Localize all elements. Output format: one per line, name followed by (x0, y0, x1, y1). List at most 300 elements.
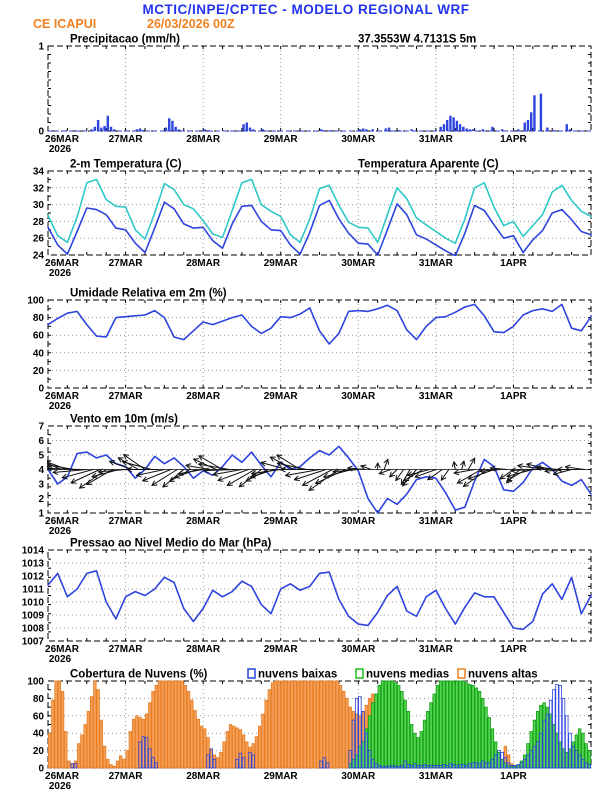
cloud-bar (132, 719, 135, 768)
cloud-bar (245, 742, 248, 768)
cloud-bar (488, 718, 491, 768)
page-title: MCTIC/INPE/CPTEC - MODELO REGIONAL WRF (142, 2, 470, 17)
panel-title: Precipitacao (mm/h) (70, 33, 180, 46)
y-tick-label: 4 (38, 465, 44, 476)
y-tick-label: 0 (38, 763, 44, 775)
y-tick-label: 1 (38, 41, 44, 53)
wind-barb-head (507, 476, 512, 477)
cloud-bar (55, 681, 58, 768)
x-tick-label: 27MAR (108, 771, 143, 782)
wind-barb (507, 470, 526, 481)
y-tick-label: 30 (32, 200, 44, 212)
precip-bar (530, 112, 532, 131)
x-tick-label: 30MAR (341, 771, 376, 782)
x-tick-label: 29MAR (263, 258, 298, 269)
precip-bar (540, 94, 542, 131)
y-tick-label: 20 (32, 365, 44, 377)
cloud-bar (171, 681, 174, 768)
precip-bar (524, 123, 526, 132)
wind-barb-head (110, 461, 115, 462)
precip-bar (246, 123, 248, 132)
x-year-label: 2026 (48, 401, 72, 412)
cloud-bar (323, 681, 326, 768)
data-line (48, 304, 591, 344)
cloud-bar (187, 691, 190, 768)
data-line (48, 571, 591, 630)
precip-bar (242, 124, 244, 131)
cloud-bar (165, 681, 168, 768)
x-tick-label: 28MAR (186, 771, 221, 782)
precip-bar (385, 128, 387, 131)
cloud-bar (90, 697, 93, 768)
cloud-bar (313, 681, 316, 768)
precip-bar (178, 129, 180, 131)
x-tick-label: 26MAR (45, 258, 79, 269)
x-tick-label: 29MAR (263, 134, 298, 145)
wind-barb-head (452, 462, 454, 467)
cloud-bar (61, 691, 64, 768)
y-tick-label: 32 (32, 183, 44, 195)
precip-bar (330, 130, 332, 131)
precip-bar (110, 127, 112, 131)
wind-barb-head (527, 463, 532, 464)
precip-bar (262, 129, 264, 131)
cloud-bar (84, 725, 87, 769)
x-tick-label: 1APR (500, 771, 527, 782)
y-tick-label: 26 (32, 233, 44, 245)
precip-bar (397, 130, 399, 131)
x-year-label: 2026 (48, 654, 72, 665)
y-tick-label: 0 (38, 126, 44, 138)
cloud-bar (381, 681, 384, 768)
x-tick-label: 26MAR (45, 644, 79, 655)
wind-barb-head (218, 481, 223, 482)
cloud-bar (330, 681, 333, 768)
precip-bar (446, 120, 448, 131)
x-tick-label: 31MAR (418, 516, 453, 527)
plot-frame (48, 46, 591, 131)
cloud-bar (342, 691, 345, 768)
precip-bar (501, 129, 503, 131)
x-tick-label: 26MAR (45, 391, 79, 402)
precip-bar (469, 129, 471, 131)
legend-label: nuvens altas (468, 668, 538, 681)
cloud-bar (449, 681, 452, 768)
cloud-bar (52, 700, 55, 768)
cloud-bar (304, 681, 307, 768)
cloud-bar (433, 694, 436, 768)
x-tick-label: 28MAR (186, 258, 221, 269)
wind-barb-head (175, 477, 180, 478)
panel-right-title: Temperatura Aparente (C) (358, 158, 499, 171)
cloud-bar (397, 685, 400, 768)
precip-bar (569, 129, 571, 131)
precip-bar (90, 129, 92, 131)
x-tick-label: 31MAR (418, 134, 453, 145)
precip-bar (168, 118, 170, 131)
cloud-bar (294, 681, 297, 768)
precip-bar (207, 130, 209, 131)
precip-bar (459, 124, 461, 131)
cloud-bar (87, 711, 90, 768)
precip-bar (165, 128, 167, 131)
y-tick-label: 0 (38, 383, 44, 395)
cloud-bar (326, 681, 329, 768)
cloud-bar (310, 681, 313, 768)
y-tick-label: 40 (32, 348, 44, 360)
cloud-bar (126, 751, 129, 768)
precip-bar (359, 129, 361, 131)
x-tick-label: 27MAR (108, 134, 143, 145)
y-tick-label: 1011 (22, 584, 44, 596)
x-tick-label: 31MAR (418, 771, 453, 782)
y-tick-label: 80 (32, 693, 44, 705)
precip-bar (566, 124, 568, 131)
x-tick-label: 30MAR (341, 516, 376, 527)
precip-bar (204, 129, 206, 131)
cloud-bar (384, 681, 387, 768)
cloud-bar (265, 700, 268, 768)
x-year-label: 2026 (48, 268, 72, 279)
cloud-bar (375, 694, 378, 768)
cloud-bar (123, 759, 126, 768)
cloud-bar (64, 731, 67, 768)
x-tick-label: 29MAR (263, 391, 298, 402)
data-line (48, 200, 591, 255)
station-label: CE ICAPUI (33, 17, 97, 31)
cloud-bar (436, 685, 439, 768)
cloud-bar (94, 681, 97, 768)
cloud-bar (271, 683, 274, 768)
x-tick-label: 31MAR (418, 644, 453, 655)
cloud-bar (68, 761, 71, 768)
cloud-bar (430, 703, 433, 768)
precip-bar (103, 126, 105, 131)
y-tick-label: 1008 (21, 623, 44, 635)
cloud-bar (287, 681, 290, 768)
series-group (48, 681, 591, 768)
y-tick-label: 34 (32, 166, 44, 178)
cloud-bar (336, 681, 339, 768)
series-group (48, 179, 591, 255)
panel-title: Vento em 10m (m/s) (70, 413, 179, 426)
precip-bar (362, 128, 364, 131)
wind-barb-head (286, 475, 291, 477)
wind-barb-head (46, 461, 51, 462)
cloud-bar (465, 683, 468, 768)
precip-bar (452, 117, 454, 131)
cloud-bar (284, 681, 287, 768)
x-tick-label: 29MAR (263, 771, 298, 782)
wind-barb-head (565, 465, 570, 467)
x-tick-label: 29MAR (263, 516, 298, 527)
precip-bar (139, 128, 141, 131)
precip-bar (136, 129, 138, 131)
legend-swatch (248, 669, 255, 678)
x-tick-label: 26MAR (45, 134, 79, 145)
cloud-bar (414, 733, 417, 768)
cloud-bar (307, 681, 310, 768)
cloud-bar (333, 681, 336, 768)
x-tick-label: 26MAR (45, 771, 79, 782)
cloud-bar (439, 681, 442, 768)
y-tick-label: 5 (38, 450, 44, 462)
y-tick-label: 20 (32, 746, 44, 758)
cloud-bar (446, 681, 449, 768)
cloud-bar (77, 744, 80, 768)
panel-title: Pressao ao Nivel Medio do Mar (hPa) (70, 537, 272, 550)
cloud-bar (417, 738, 420, 768)
y-tick-label: 1007 (21, 636, 44, 648)
y-tick-label: 1009 (21, 610, 44, 622)
cloud-bar (119, 756, 122, 768)
legend-swatch (458, 669, 465, 678)
cloud-bar (48, 733, 51, 768)
cloud-bar (106, 759, 109, 768)
precip-bar (100, 128, 102, 131)
wind-barb-head (186, 464, 191, 466)
panel-precip (38, 34, 591, 156)
wind-barb-head (25, 457, 28, 461)
series-group (25, 446, 591, 513)
cloud-bar (478, 691, 481, 768)
series-group (48, 94, 591, 131)
precip-bar (546, 128, 548, 131)
cloud-bar (191, 700, 194, 768)
wind-barb-head (415, 477, 420, 478)
cloud-bar (158, 681, 161, 768)
cloud-bar (481, 698, 484, 768)
panel-title: Cobertura de Nuvens (%) (70, 668, 208, 681)
cloud-bar (485, 707, 488, 768)
cloud-bar (262, 714, 265, 768)
precip-bar (449, 116, 451, 131)
cloud-bar (81, 735, 84, 768)
cloud-bar (136, 716, 139, 768)
cloud-bar (178, 681, 181, 768)
wind-barb-head (518, 464, 523, 466)
panel-wind (25, 414, 591, 538)
y-tick-label: 1010 (21, 597, 44, 609)
wind-barb (286, 470, 320, 476)
cloud-bar (300, 681, 303, 768)
cloud-bar (297, 681, 300, 768)
precip-bar (252, 129, 254, 131)
precip-bar (456, 121, 458, 131)
cloud-bar (339, 685, 342, 768)
x-year-label: 2026 (48, 781, 72, 792)
precip-bar (388, 128, 390, 131)
precip-bar (527, 120, 529, 131)
precip-bar (482, 129, 484, 131)
y-tick-label: 1 (38, 508, 44, 520)
precip-bar (94, 127, 96, 131)
wind-barb-head (553, 474, 558, 475)
precip-bar (113, 129, 115, 131)
x-tick-label: 30MAR (341, 391, 376, 402)
precip-bar (440, 127, 442, 131)
x-tick-label: 29MAR (263, 644, 298, 655)
x-tick-label: 1APR (500, 134, 527, 145)
y-tick-label: 80 (32, 313, 44, 325)
x-tick-label: 31MAR (418, 391, 453, 402)
precip-bar (517, 129, 519, 131)
series-group (48, 571, 591, 630)
cloud-bar (116, 761, 119, 768)
x-tick-label: 27MAR (108, 258, 143, 269)
cloud-bar (456, 681, 459, 768)
cloud-bar (443, 681, 446, 768)
precip-bar (472, 129, 474, 131)
precip-bar (462, 127, 464, 131)
cloud-bar (197, 719, 200, 768)
cloud-bar (226, 731, 229, 768)
wind-barb (25, 457, 48, 470)
y-tick-label: 1012 (21, 571, 44, 583)
panel-rh (27, 288, 591, 413)
y-tick-label: 7 (38, 421, 44, 433)
cloud-bar (423, 720, 426, 768)
x-tick-label: 1APR (500, 644, 527, 655)
cloud-bar (97, 690, 100, 768)
cloud-bar (346, 698, 349, 768)
cloud-bar (475, 688, 478, 768)
cloud-bar (281, 681, 284, 768)
panel-pressure (22, 538, 591, 666)
precip-bar (372, 129, 374, 131)
cloud-bar (103, 746, 106, 768)
wind-barb-head (388, 459, 389, 464)
y-tick-label: 28 (32, 216, 44, 228)
wind-barb-head (463, 486, 468, 487)
cloud-bar (268, 690, 271, 768)
precip-bar (174, 127, 176, 131)
wind-barb-head (468, 479, 473, 480)
cloud-bar (426, 711, 429, 768)
y-tick-label: 1013 (21, 558, 44, 570)
cloud-bar (401, 691, 404, 768)
cloud-bar (420, 731, 423, 768)
y-tick-label: 60 (32, 711, 44, 723)
y-tick-label: 3 (38, 479, 44, 491)
precip-bar (97, 120, 99, 131)
x-tick-label: 26MAR (45, 516, 79, 527)
wind-barb-head (361, 465, 366, 466)
legend-label: nuvens medias (366, 668, 450, 681)
precip-bar (410, 129, 412, 131)
cloud-bar (391, 681, 394, 768)
cloud-bar (233, 726, 236, 768)
cloud-bar (223, 742, 226, 768)
wind-barb-head (464, 461, 465, 466)
cloud-bar (181, 681, 184, 768)
precip-bar (320, 129, 322, 131)
cloud-bar (100, 720, 103, 768)
precip-bar (553, 130, 555, 131)
cloud-bar (394, 683, 397, 768)
precip-bar (491, 127, 493, 131)
cloud-bar (275, 681, 278, 768)
x-tick-label: 27MAR (108, 644, 143, 655)
wind-barb-head (454, 473, 459, 475)
y-tick-label: 24 (32, 250, 44, 262)
x-tick-label: 28MAR (186, 644, 221, 655)
wind-barb-head (309, 490, 314, 491)
cloud-bar (161, 681, 164, 768)
cloud-bar (278, 681, 281, 768)
x-tick-label: 1APR (500, 391, 527, 402)
cloud-bar (58, 681, 61, 768)
panel-temp (33, 159, 591, 280)
x-tick-label: 28MAR (186, 134, 221, 145)
y-tick-label: 40 (32, 728, 44, 740)
panel-clouds (27, 669, 591, 792)
cloud-bar (388, 681, 391, 768)
x-tick-label: 27MAR (108, 391, 143, 402)
x-year-label: 2026 (48, 526, 72, 537)
cloud-bar (258, 726, 261, 768)
cloud-bar (203, 729, 206, 768)
panel-title: 2-m Temperatura (C) (70, 158, 182, 171)
x-tick-label: 30MAR (341, 258, 376, 269)
cloud-bar (462, 681, 465, 768)
cloud-bar (407, 711, 410, 768)
cloud-bar (220, 752, 223, 768)
cloud-bar (404, 700, 407, 768)
precip-bar (465, 128, 467, 131)
precip-bar (142, 130, 144, 131)
legend-label: nuvens baixas (258, 668, 338, 681)
cloud-bar (200, 726, 203, 768)
cloud-bar (216, 758, 219, 768)
x-year-label: 2026 (48, 144, 72, 155)
x-tick-label: 28MAR (186, 391, 221, 402)
wind-barb-head (261, 461, 266, 462)
y-tick-label: 60 (32, 330, 44, 342)
y-tick-label: 6 (38, 436, 44, 447)
series-group (48, 304, 591, 344)
cloud-bar (320, 681, 323, 768)
cloud-bar (459, 681, 462, 768)
panel-title: Umidade Relativa em 2m (%) (70, 287, 227, 300)
cloud-bar (155, 685, 158, 768)
y-tick-label: 100 (27, 295, 44, 307)
x-tick-label: 31MAR (418, 258, 453, 269)
cloud-bar (174, 681, 177, 768)
y-tick-label: 2 (38, 494, 44, 505)
plot-frame (48, 300, 591, 388)
wind-barb-head (143, 481, 148, 482)
cloud-bar (291, 681, 294, 768)
y-tick-label: 100 (27, 676, 44, 688)
cloud-bar (113, 766, 116, 768)
cloud-bar (472, 685, 475, 768)
cloud-bar (372, 703, 375, 768)
cloud-bar (152, 691, 155, 768)
precip-bar (323, 130, 325, 131)
wind-barb-head (379, 474, 384, 475)
precip-bar (533, 95, 535, 131)
cloud-bar (184, 685, 187, 768)
precip-bar (171, 121, 173, 131)
x-tick-label: 30MAR (341, 644, 376, 655)
x-tick-label: 1APR (500, 258, 527, 269)
plot-frame (48, 171, 591, 255)
x-tick-label: 30MAR (341, 134, 376, 145)
legend-swatch (356, 669, 363, 678)
wind-barb-head (294, 480, 299, 481)
x-tick-label: 1APR (500, 516, 527, 527)
